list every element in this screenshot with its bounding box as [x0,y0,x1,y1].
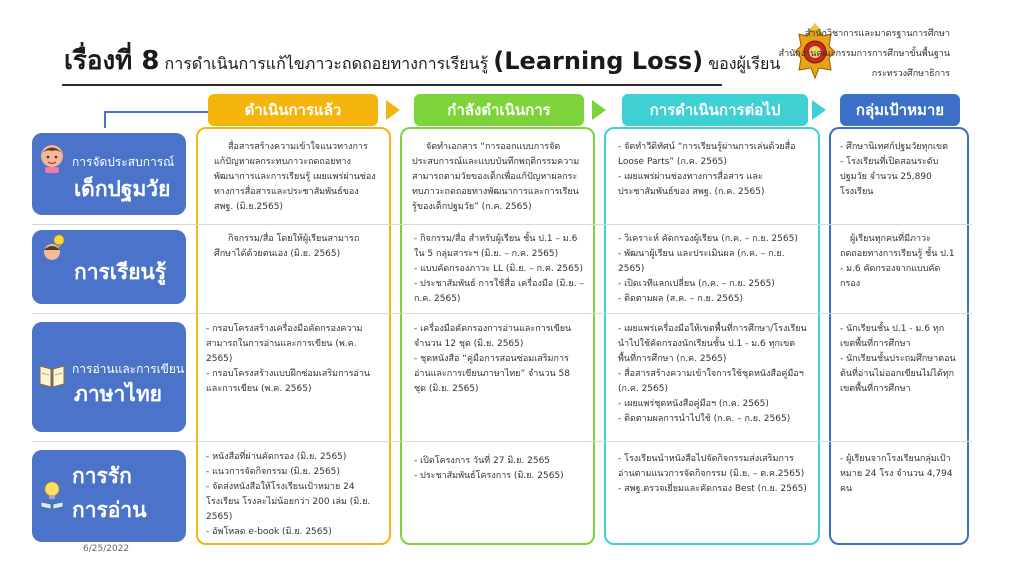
title-suffix: ของผู้เรียน [703,54,781,73]
cell-learning-next [618,232,808,307]
cell-item: - โรงเรียนนำหนังสือไปจัดกิจกรรมส่งเสริมการอ่านตามแนวการจัดกิจกรรม (มิ.ย. – ต.ค.2565) [618,454,805,479]
arrow-right-icon [386,100,400,120]
cell-early-next [618,140,808,200]
lightbulb-head-icon [38,234,66,264]
open-book-icon [38,360,66,390]
child-face-icon [38,143,66,173]
cell-item: - กรอบโครงสร้างแบบฝึกซ่อมเสริมการอ่านและการเขียน (พ.ค. 2565) [206,369,371,394]
category-thai-small: การอ่านและการเขียน [72,362,185,376]
cell-item: - แนวการจัดกิจกรรม (มิ.ย. 2565) [206,467,340,477]
category-thai-literacy [32,322,186,432]
cell-item: - เผยแพร่เครื่องมือให้เขตพื้นที่การศึกษา/โรงเรียนนำไปใช้คัดกรองนักเรียนชั้น ป.1 - ม.6 ทุกเขตพื้นที่การศึกษา (ก.ค. 2565) [618,324,807,364]
cell-item: - เผยแพร่ชุดหนังสือคู่มือฯ (ก.ค. 2565) [618,399,769,409]
cell-early-target [840,140,958,200]
cell-item: - ผู้เรียนจากโรงเรียนกลุ่มเป้าหมาย 24 โรง จำนวน 4,794 คน [840,454,953,494]
category-thai-big: ภาษาไทย [74,382,162,406]
cell-thai-done [206,322,382,397]
cell-item: - สพฐ.ตรวจเยี่ยมและคัดกรอง Best (ก.ย. 2565) [618,484,807,494]
column-done-header: ดำเนินการแล้ว [208,94,378,126]
cell-item: - สื่อสารสร้างความเข้าใจการใช้ชุดหนังสือคู่มือฯ (ก.ค. 2565) [618,369,804,394]
cell-item: - จัดส่งหนังสือให้โรงเรียนเป้าหมาย 24 โรงเรียน โรงละไม่น้อยกว่า 200 เล่ม (มิ.ย. 2565) [206,482,371,522]
cell-item: - เปิดเวทีแลกเปลี่ยน (ก.ค. – ก.ย. 2565) [618,279,775,289]
cell-love-next [618,452,808,497]
cell-learning-done [214,232,379,262]
title-middle: การดำเนินการแก้ไขภาวะถดถอยทางการเรียนรู้ [159,54,494,73]
cell-item: จัดทำเอกสาร “การออกแบบการจัดประสบการณ์และแบบบันทึกพฤติกรรมความสามารถตามวัยของเด็กเพื่อแก้ปัญหาผลกระทบภาวะถดถอยทางพัฒนาการและการเรียนรู้ของเด็กปฐมวัย” (ก.ค. 2565) [412,142,580,212]
cell-love-done [206,450,382,540]
cell-item: - วิเคราะห์ คัดกรองผู้เรียน (ก.ค. – ก.ย. 2565) [618,234,798,244]
org-line-1: สำนักวิชาการและมาตรฐานการศึกษา [804,29,950,39]
title-english: (Learning Loss) [493,47,704,75]
column-next-header: การดำเนินการต่อไป [622,94,808,126]
cell-item: - ชุดหนังสือ “คู่มือการสอนซ่อมเสริมการอ่านและการเขียนภาษาไทย” จำนวน 58 ชุด (มิ.ย. 2565) [414,354,570,394]
title-prefix: เรื่องที่ 8 [64,46,160,76]
cell-early-doing [412,140,582,215]
cell-item: - กิจกรรม/สื่อ สำหรับผู้เรียน ชั้น ป.1 – ม.6 ใน 5 กลุ่มสาระฯ (มิ.ย. – ก.ค. 2565) [414,234,578,259]
cell-item: - กรอบโครงสร้างเครื่องมือคัดกรองความสามารถในการอ่านและการเขียน (พ.ค. 2565) [206,324,363,364]
cell-item: - เผยแพร่ผ่านช่องทางการสื่อสาร และประชาสัมพันธ์ของ สพฐ. (ก.ค. 2565) [618,172,765,197]
org-line-2: สำนักงานคณะกรรมการการศึกษาขั้นพื้นฐาน [778,49,950,59]
category-love-line1: การรัก [72,464,132,488]
cell-thai-next [618,322,808,427]
cell-learning-doing [414,232,584,307]
org-line-3: กระทรวงศึกษาธิการ [871,69,950,79]
cell-item: - เครื่องมือคัดกรองการอ่านและการเขียน จำนวน 12 ชุด (มิ.ย. 2565) [414,324,572,349]
cell-item: สื่อสารสร้างความเข้าใจแนวทางการแก้ปัญหาผลกระทบภาวะถดถอยทางพัฒนาการและการเรียนรู้ เผยแพร่ผ่านช่องทางการสื่อสารและประชาสัมพันธ์ของ สพฐ. (มิ.ย.2565) [214,142,376,212]
cell-item: - เปิดโครงการ วันที่ 27 มิ.ย. 2565 [414,456,551,466]
category-love-line2: การอ่าน [72,498,147,522]
cell-item: - ศึกษานิเทศก์ปฐมวัยทุกเขต [840,142,948,152]
category-early-childhood [32,133,186,215]
category-early-big: เด็กปฐมวัย [74,177,171,201]
cell-item: กิจกรรม/สื่อ โดยให้ผู้เรียนสามารถศึกษาได้ด้วยตนเอง (มิ.ย. 2565) [214,234,360,259]
slide-date: 6/25/2022 [83,544,130,554]
cell-item: - ประชาสัมพันธ์โครงการ (มิ.ย. 2565) [414,471,564,481]
cell-item: - อัพโหลด e-book (มิ.ย. 2565) [206,527,332,537]
title-underline [62,84,722,86]
cell-love-doing [414,454,584,484]
cell-item: - พัฒนาผู้เรียน และประเมินผล (ก.ค. – ก.ย. 2565) [618,249,785,274]
row-divider [32,224,972,225]
page-title [64,40,780,81]
arrow-right-icon [812,100,826,120]
column-doing-header: กำลังดำเนินการ [414,94,584,126]
row-divider [32,313,972,314]
reading-lamp-icon [38,480,66,510]
cell-item: - ติดตามผลการนำไปใช้ (ก.ค. – ก.ย. 2565) [618,414,791,424]
connector-vertical [104,112,106,128]
column-target-header: กลุ่มเป้าหมาย [840,94,960,126]
cell-learning-target [840,232,958,292]
row-divider [32,441,972,442]
category-love-reading [32,450,186,542]
category-learning [32,230,186,304]
cell-item: - แบบคัดกรองภาวะ LL (มิ.ย. – ก.ค. 2565) [414,264,584,274]
cell-love-target [840,452,958,497]
cell-early-done [214,140,379,215]
arrow-right-icon [592,100,606,120]
cell-item: - หนังสือที่ผ่านคัดกรอง (มิ.ย. 2565) [206,452,347,462]
cell-thai-target [840,322,958,397]
cell-thai-doing [414,322,584,397]
cell-item: - จัดทำวีดิทัศน์ “การเรียนรู้ผ่านการเล่นด้วยสื่อ Loose Parts” (ก.ค. 2565) [618,142,796,167]
cell-item: - นักเรียนชั้นประถมศึกษาตอนต้นที่อ่านไม่ออกเขียนไม่ได้ทุกเขตพื้นที่การศึกษา [840,354,956,394]
connector-horizontal [104,111,208,113]
category-learning-big: การเรียนรู้ [74,260,167,284]
cell-item: - โรงเรียนที่เปิดสอนระดับปฐมวัย จำนวน 25,890 โรงเรียน [840,157,939,197]
cell-item: - ติดตามผล (ส.ค. – ก.ย. 2565) [618,294,743,304]
cell-item: - นักเรียนชั้น ป.1 - ม.6 ทุกเขตพื้นที่การศึกษา [840,324,945,349]
cell-item: ผู้เรียนทุกคนที่มีภาวะถดถอยทางการเรียนรู้ ชั้น ป.1 - ม.6 คัดกรองจากแบบคัดกรอง [840,234,955,289]
cell-item: - ประชาสัมพันธ์ การใช้สื่อ เครื่องมือ (มิ.ย. – ก.ค. 2565) [414,279,584,304]
category-early-small: การจัดประสบการณ์ [72,155,175,169]
